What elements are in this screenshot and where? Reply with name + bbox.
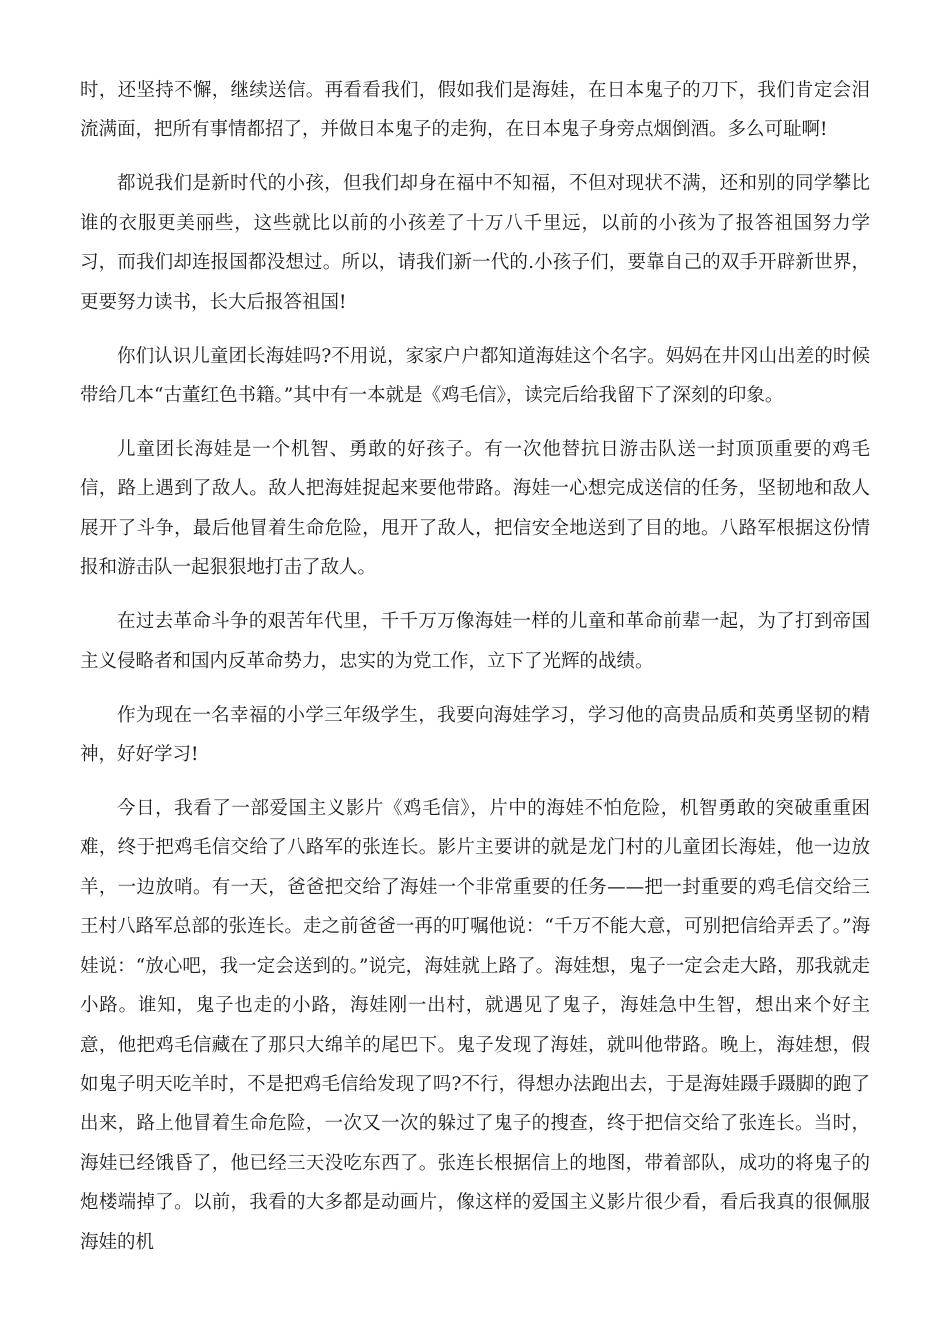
paragraph-6: 作为现在一名幸福的小学三年级学生，我要向海娃学习，学习他的高贵品质和英勇坚韧的精神，好好学习! xyxy=(80,704,870,766)
paragraph-4: 儿童团长海娃是一个机智、勇敢的好孩子。有一次他替抗日游击队送一封顶顶重要的鸡毛信，路上遇到了敌人。敌人把海娃捉起来要他带路。海娃一心想完成送信的任务，坚韧地和敌人展开了斗争，最后他冒着生命危险，甩开了敌人，把信安全地送到了目的地。八路军根据这份情报和游击队一起狠狠地打击了敌人。 xyxy=(80,439,870,579)
paragraph-1: 时，还坚持不懈，继续送信。再看看我们，假如我们是海娃，在日本鬼子的刀下，我们肯定会泪流满面，把所有事情都招了，并做日本鬼子的走狗，在日本鬼子身旁点烟倒酒。多么可耻啊! xyxy=(80,80,870,141)
paragraph-5: 在过去革命斗争的艰苦年代里，千千万万像海娃一样的儿童和革命前辈一起，为了打到帝国主义侵略者和国内反革命势力，忠实的为党工作，立下了光辉的战绩。 xyxy=(80,611,870,672)
paragraph-3: 你们认识儿童团长海娃吗?不用说，家家户户都知道海娃这个名字。妈妈在井冈山出差的时候带给几本“古董红色书籍。”其中有一本就是《鸡毛信》，读完后给我留下了深刻的印象。 xyxy=(80,345,870,407)
document-page xyxy=(80,71,870,1277)
paragraph-2: 都说我们是新时代的小孩，但我们却身在福中不知福，不但对现状不满，还和别的同学攀比谁的衣服更美丽些，这些就比以前的小孩差了十万八千里远，以前的小孩为了报答祖国努力学习，而我们却连报国都没想过。所以，请我们新一代的.小孩子们，要靠自己的双手开辟新世界，更要努力读书，长大后报答祖国! xyxy=(80,173,870,313)
paragraph-7: 今日，我看了一部爱国主义影片《鸡毛信》，片中的海娃不怕危险，机智勇敢的突破重重困难，终于把鸡毛信交给了八路军的张连长。影片主要讲的就是龙门村的儿童团长海娃，他一边放羊，一边放哨。有一天，爸爸把交给了海娃一个非常重要的任务——把一封重要的鸡毛信交给三王村八路军总部的张连长。走之前爸爸一再的叮嘱他说：“千万不能大意，可别把信给弄丢了。”海娃说：“放心吧，我一定会送到的。”说完，海娃就上路了。海娃想，鬼子一定会走大路，那我就走小路。谁知，鬼子也走的小路，海娃刚一出村，就遇见了鬼子，海娃急中生智，想出来个好主意，他把鸡毛信藏在了那只大绵羊的尾巴下。鬼子发现了海娃，就叫他带路。晚上，海娃想，假如鬼子明天吃羊时，不是把鸡毛信给发现了吗?不行，得想办法跑出去，于是海娃蹑手蹑脚的跑了出来，路上他冒着生命危险，一次又一次的躲过了鬼子的搜查，终于把信交给了张连长。当时，海娃已经饿昏了，他已经三天没吃东西了。张连长根据信上的地图，带着部队，成功的将鬼子的炮楼端掉了。以前，我看的大多都是动画片，像这样的爱国主义影片很少看，看后我真的很佩服海娃的机 xyxy=(80,798,870,1253)
